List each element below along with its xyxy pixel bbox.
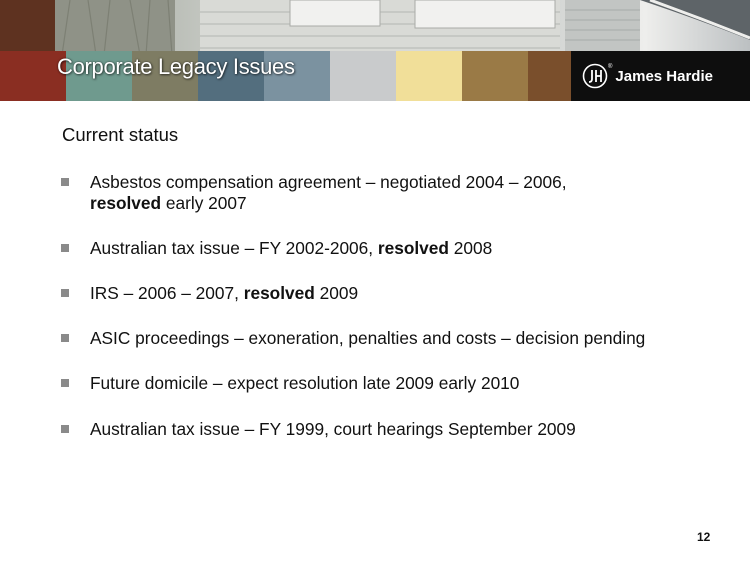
bullet-asbestos-compensation [61, 172, 567, 214]
bullet-text [90, 172, 567, 214]
section-heading: Current status [62, 124, 179, 145]
bullet-text [90, 283, 358, 304]
page-number: 12 [697, 530, 711, 544]
text-run: ASIC proceedings – exoneration, penalties and costs – decision pending [90, 328, 646, 348]
text-run: Future domicile – expect resolution late 2009 early 2010 [90, 373, 520, 393]
bullet-text [90, 373, 519, 394]
bullet-irs [61, 283, 358, 304]
text-run: 2008 [448, 238, 493, 258]
text-run: Australian tax issue – FY 2002-2006, [90, 238, 378, 258]
bullet-line [90, 172, 567, 193]
color-swatch [396, 51, 462, 101]
brand-logo [571, 51, 750, 101]
registered-mark: ® [608, 64, 613, 70]
square-bullet-icon [61, 334, 69, 342]
bullet-future-domicile [61, 373, 519, 394]
bullet-line [90, 193, 567, 214]
square-bullet-icon [61, 244, 69, 252]
james-hardie-logo-icon [582, 63, 608, 89]
bullet-australian-tax-2002-2006 [61, 238, 492, 259]
bullet-australian-tax-1999 [61, 419, 576, 440]
text-run: IRS – 2006 – 2007, [90, 283, 244, 303]
square-bullet-icon [61, 178, 69, 186]
square-bullet-icon [61, 425, 69, 433]
text-run: early 2007 [161, 193, 247, 213]
bold-text-run: resolved [243, 283, 315, 303]
bullet-text [90, 238, 492, 259]
square-bullet-icon [61, 289, 69, 297]
bullet-text [90, 328, 645, 349]
header-banner [0, 0, 750, 101]
bold-text-run: resolved [377, 238, 449, 258]
text-run: Asbestos compensation agreement – negotiated 2004 – 2006, [90, 172, 567, 192]
bullet-asic-proceedings [61, 328, 645, 349]
bullet-text [90, 419, 576, 440]
bold-text-run: resolved [90, 193, 162, 213]
text-run: Australian tax issue – FY 1999, court hearings September 2009 [90, 419, 576, 439]
square-bullet-icon [61, 379, 69, 387]
slide-title: Corporate Legacy Issues [57, 54, 295, 79]
text-run: 2009 [314, 283, 359, 303]
color-swatch [462, 51, 528, 101]
color-swatch [330, 51, 396, 101]
brand-name: James Hardie [615, 67, 713, 85]
